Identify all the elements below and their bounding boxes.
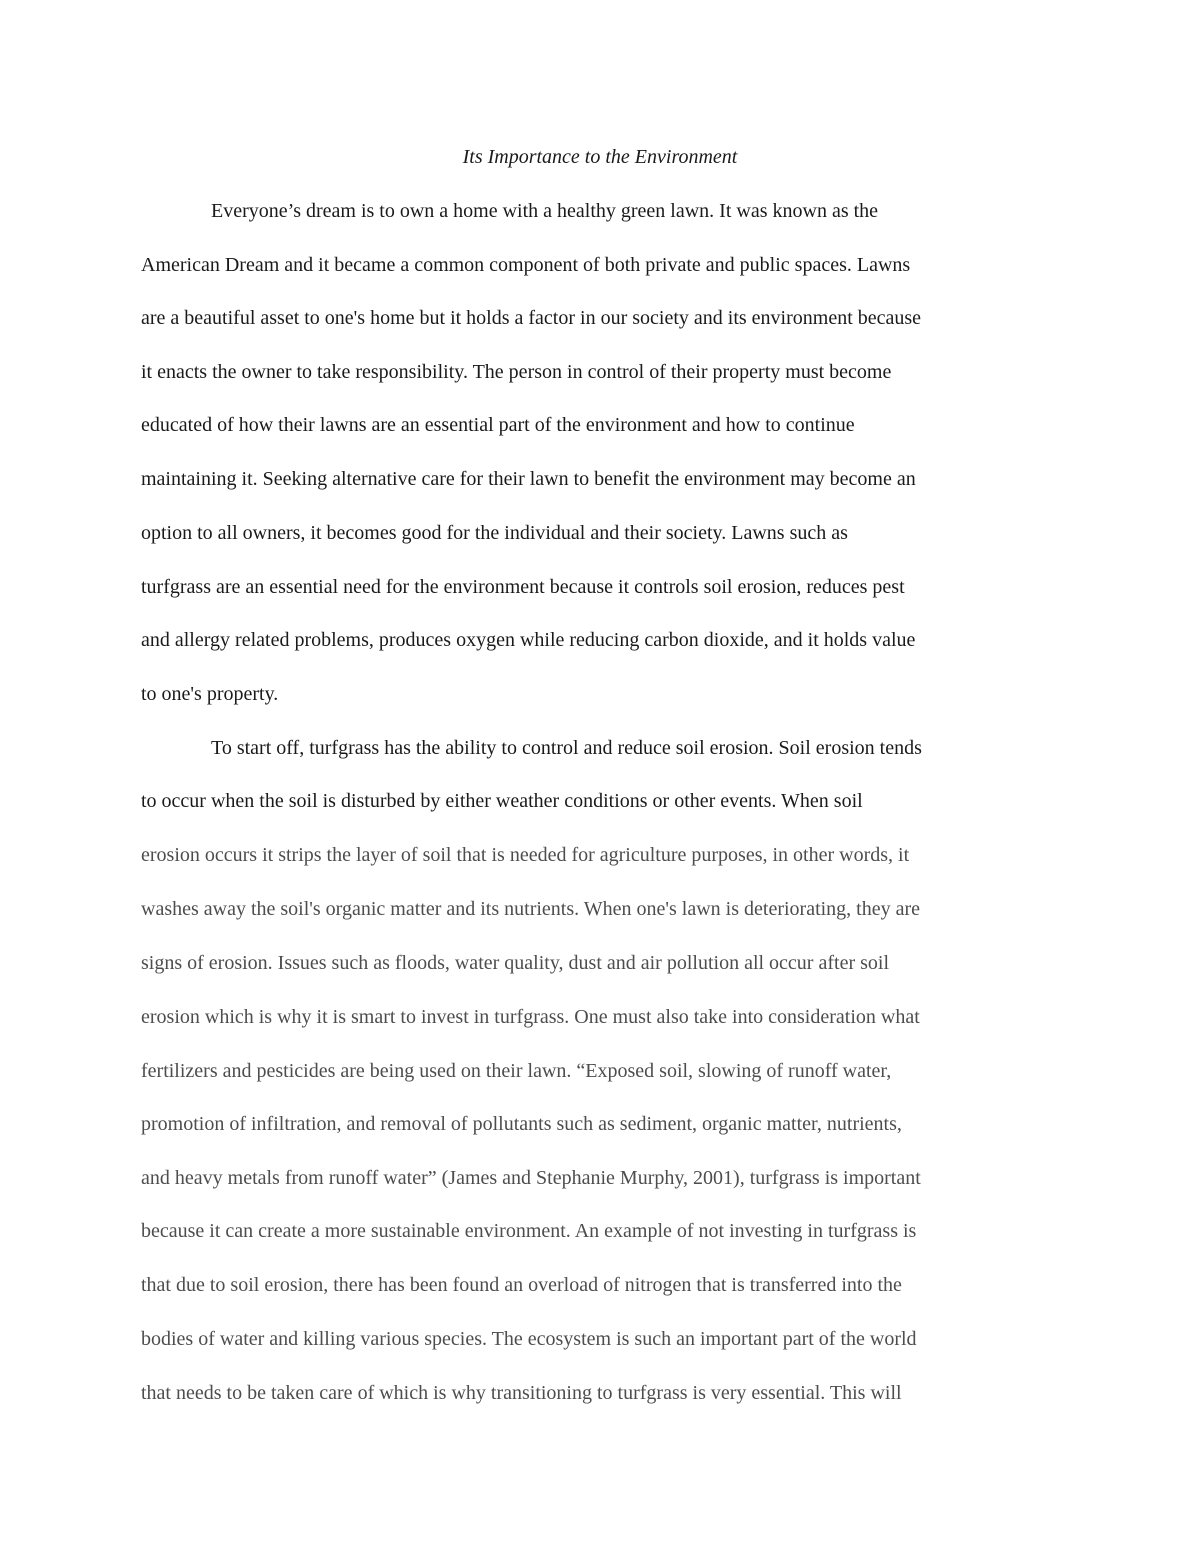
paragraph-1-line: it enacts the owner to take responsibility. The person in control of their property must become — [141, 361, 892, 383]
paragraph-1-line: and allergy related problems, produces oxygen while reducing carbon dioxide, and it holds value — [141, 629, 916, 651]
paragraph-2-line: erosion which is why it is smart to invest in turfgrass. One must also take into consideration what — [141, 1006, 920, 1028]
paragraph-1-line: turfgrass are an essential need for the environment because it controls soil erosion, reduces pest — [141, 576, 905, 598]
paragraph-1-line: maintaining it. Seeking alternative care for their lawn to benefit the environment may become an — [141, 468, 916, 490]
document-title: Its Importance to the Environment — [462, 146, 738, 168]
paragraph-2-line: To start off, turfgrass has the ability to control and reduce soil erosion. Soil erosion tends — [211, 737, 922, 759]
paragraph-1-line: educated of how their lawns are an essential part of the environment and how to continue — [141, 414, 855, 436]
paragraph-1-line: are a beautiful asset to one's home but it holds a factor in our society and its environment because — [141, 307, 922, 329]
paragraph-1-line: option to all owners, it becomes good for the individual and their society. Lawns such as — [141, 522, 848, 544]
paragraph-2-line: and heavy metals from runoff water” (James and Stephanie Murphy, 2001), turfgrass is important — [141, 1167, 921, 1189]
paragraph-2-line: promotion of infiltration, and removal of pollutants such as sediment, organic matter, nutrients, — [141, 1113, 902, 1135]
paragraph-2-line: washes away the soil's organic matter and its nutrients. When one's lawn is deteriorating, they are — [141, 898, 921, 920]
paragraph-2-line: that needs to be taken care of which is why transitioning to turfgrass is very essential. This will — [141, 1382, 902, 1404]
paragraph-1-line: to one's property. — [141, 683, 279, 705]
paragraph-2-line: bodies of water and killing various species. The ecosystem is such an important part of the world — [141, 1328, 917, 1350]
paragraph-2-line: erosion occurs it strips the layer of soil that is needed for agriculture purposes, in other words, it — [141, 844, 910, 866]
paragraph-2-line: fertilizers and pesticides are being used on their lawn. “Exposed soil, slowing of runoff water, — [141, 1060, 892, 1082]
paragraph-2-line: to occur when the soil is disturbed by either weather conditions or other events. When soil — [141, 790, 863, 812]
paragraph-2-line: that due to soil erosion, there has been found an overload of nitrogen that is transferred into the — [141, 1274, 902, 1296]
paragraph-1-line: American Dream and it became a common component of both private and public spaces. Lawns — [141, 254, 911, 276]
paragraph-1-line: Everyone’s dream is to own a home with a healthy green lawn. It was known as the — [211, 200, 879, 222]
paragraph-2-line: signs of erosion. Issues such as floods, water quality, dust and air pollution all occur after soil — [141, 952, 889, 974]
paragraph-2-line: because it can create a more sustainable environment. An example of not investing in turfgrass is — [141, 1220, 917, 1242]
